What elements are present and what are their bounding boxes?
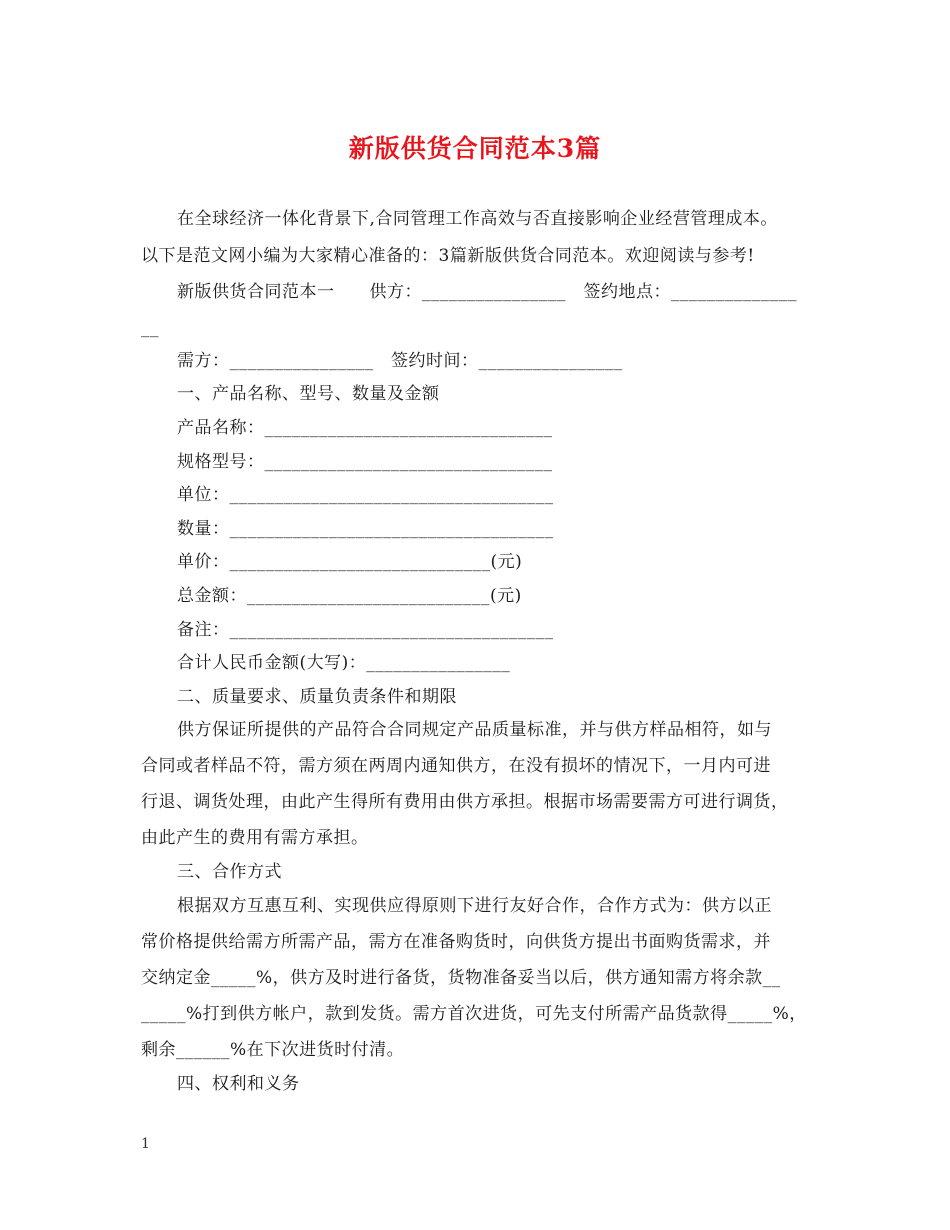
paragraph-line: _____%打到供方帐户，款到发货。需方首次进货，可先支付所需产品货款得_____%，	[141, 1004, 807, 1024]
section-heading: 二、质量要求、质量负责条件和期限	[177, 687, 457, 707]
paragraph-line: 根据双方互惠互利、实现供应得原则下进行友好合作，合作方式为：供方以正	[177, 896, 772, 916]
paragraph-line: 合同或者样品不符，需方须在两周内通知供方，在没有损坏的情况下，一月内可进	[141, 756, 771, 776]
paragraph-line: 供方保证所提供的产品符合合同规定产品质量标准，并与供方样品相符，如与	[177, 720, 772, 740]
contract-header-line: 需方：________________ 签约时间：________________	[177, 351, 623, 371]
form-field-line: 数量：____________________________________	[177, 519, 554, 539]
underline-continuation: __	[141, 318, 159, 338]
section-heading: 一、产品名称、型号、数量及金额	[177, 384, 440, 404]
section-heading: 三、合作方式	[177, 862, 282, 882]
form-field-line: 单价：_____________________________(元)	[177, 552, 523, 572]
document-title: 新版供货合同范本3篇	[348, 134, 602, 163]
form-field-line: 规格型号：________________________________	[177, 452, 553, 472]
paragraph-line: 常价格提供给需方所需产品，需方在准备购货时，向供货方提出书面购货需求，并	[141, 932, 771, 952]
paragraph-line: 在全球经济一体化背景下,合同管理工作高效与否直接影响企业经营管理成本。	[177, 209, 778, 229]
paragraph-line: 交纳定金_____%，供方及时进行备货，货物准备妥当以后，供方通知需方将余款__	[141, 968, 781, 988]
page-number: 1	[141, 1136, 150, 1152]
paragraph-line: 剩余______%在下次进货时付清。	[141, 1040, 405, 1060]
paragraph-line: 行退、调货处理，由此产生得所有费用由供方承担。根据市场需要需方可进行调货，	[141, 792, 789, 812]
contract-header-line: 新版供货合同范本一 供方：________________ 签约地点：______________	[177, 282, 797, 302]
form-field-line: 总金额：___________________________(元)	[177, 586, 522, 606]
form-field-line: 备注：____________________________________	[177, 620, 554, 640]
paragraph-line: 由此产生的费用有需方承担。	[141, 828, 369, 848]
paragraph-line: 以下是范文网小编为大家精心准备的：3篇新版供货合同范本。欢迎阅读与参考!	[141, 246, 755, 266]
form-field-line: 单位：____________________________________	[177, 485, 554, 505]
section-heading: 四、权利和义务	[177, 1074, 300, 1094]
form-field-line: 合计人民币金额(大写)：________________	[177, 653, 511, 673]
form-field-line: 产品名称：________________________________	[177, 418, 553, 438]
